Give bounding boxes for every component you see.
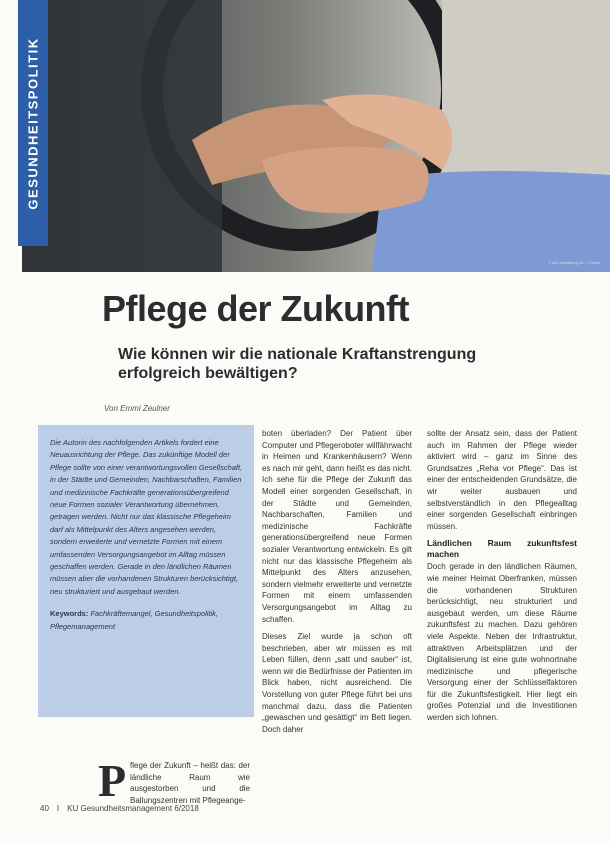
light-background [442,0,610,180]
body-paragraph: Doch gerade in den ländlichen Räumen, wie meiner Heimat Oberfranken, müssen die vorhandenen Strukturen berücksichtigt, neu strukturiert und ausgebaut werden, um diese Räume zukunftsfest zu machen. Dazu gehören viele Aspekte. Neben der Infrastruktur, attraktiven Arbeitsplätzen und der Digitalisierung ist eine gute wohnortnahe medizinische und pflegerische Versorgung einer der Schlüsselfaktoren für die Zukunftsfestigkeit. Hier liegt ein großes Potenzial und die Investitionen werden sich lohnen. [427,562,577,723]
subheading: Ländlichen Raum zukunftsfest machen [427,538,577,560]
drop-cap: P [98,755,127,806]
intro-paragraph [98,755,250,806]
page-footer [40,804,199,813]
section-label: GESUNDHEITSPOLITIK [25,36,41,210]
body-column-2 [262,428,412,741]
keywords-label: Keywords: [50,609,89,619]
page-number: 40 [40,804,49,813]
article-subtitle: Wie können wir die nationale Kraftanstrengung erfolgreich bewältigen? [118,346,477,382]
dark-clothing [22,0,222,272]
footer-separator: I [56,804,60,813]
hands-illustration [22,0,610,272]
keywords [50,608,244,633]
header-photo-holding-hands [22,0,610,272]
keywords-list: Fachkräftemangel, Gesundheitspolitik, Pflegemanagement [50,609,219,631]
body-paragraph: boten überladen? Der Patient über Computer und Pflegeroboter willfährwacht in Heimen und Krankenhäusern? Wenn es nach mir geht, dann heißt es das nicht. Ich sehe für die Pflege der Zukunft das Modell einer sorgenden Gesellschaft, in der Städte und Gemeinden, Nachbarschaften, Familien und medizinische Fachkräfte generationsübergreifend neue Formen sozialer Verantwortung entwickeln. Es gilt nicht nur das klassische Pflegeheim als Mittelpunkt des Alters anzusehen, sondern vielmehr erweiterte und vernetzte Formen mit einem umfassenden Versorgungsangebot im Alltag zu schaffen. [262,429,412,624]
body-column-3 [427,428,577,730]
section-tag [18,0,48,246]
body-paragraph: Dieses Ziel wurde ja schon oft beschrieben, aber wir müssen es mit Leben füllen, denn „satt und sauber“ ist, wenn wir die Bedürfnisse der Patienten im Blick haben, nicht ausreichend. Die Vorstellung von guter Pflege führt bei uns manchmal dazu, dass die Patienten „gewaschen und gesättigt“ im Bett liegen. Doch daher [262,632,412,734]
body-paragraph: sollte der Ansatz sein, dass der Patient auch im Rahmen der Pflege wieder aktiviert wird – ganz im Sinne des Grundsatzes „Reha vor Pflege“. Das ist einer der entscheidenden Grundsätze, die wir weiter ausbauen und selbstverständlich in den Pflegealltag einer sorgenden Gesellschaft einbringen müssen. [427,429,577,531]
journal-name: KU Gesundheitsmanagement 6/2018 [67,804,199,813]
article-title: Pflege der Zukunft [102,288,410,329]
author-line: Von Emmi Zeulner [104,404,170,413]
intro-text: flege der Zukunft – heißt das: der ländliche Raum wie ausgestorben und die Ballungszentren mit Pflegeange- [130,761,250,805]
photo-credit: Foto: Hedgehog 94 – Fotolia [549,260,600,265]
abstract-text: Die Autorin des nachfolgenden Artikels fordert eine Neuausrichtung der Pflege. Das zukünftige Modell der Pflege sollte von einer verantwortungsvollen Gesellschaft, in der Städte und Gemeinden, Nachbarschaften, Familien und medizinische Fachkräfte generationsübergreifend neue Formen sozialer Verantwortung übernehmen, getragen werden. Nicht nur das klassische Pflegeheim darf als Mittelpunkt des Alters angesehen werden, sondern erweiterte und vernetzte Formen mit einem umfassenden Versorgungsangebot im Alltag müssen geschaffen werden. Gerade in den ländlichen Räumen müssen aber die vorhandenen Strukturen berücksichtigt, neu strukturiert und ausgebaut werden. [50,438,243,596]
abstract-box [38,425,254,717]
young-hand-lower [262,147,429,214]
